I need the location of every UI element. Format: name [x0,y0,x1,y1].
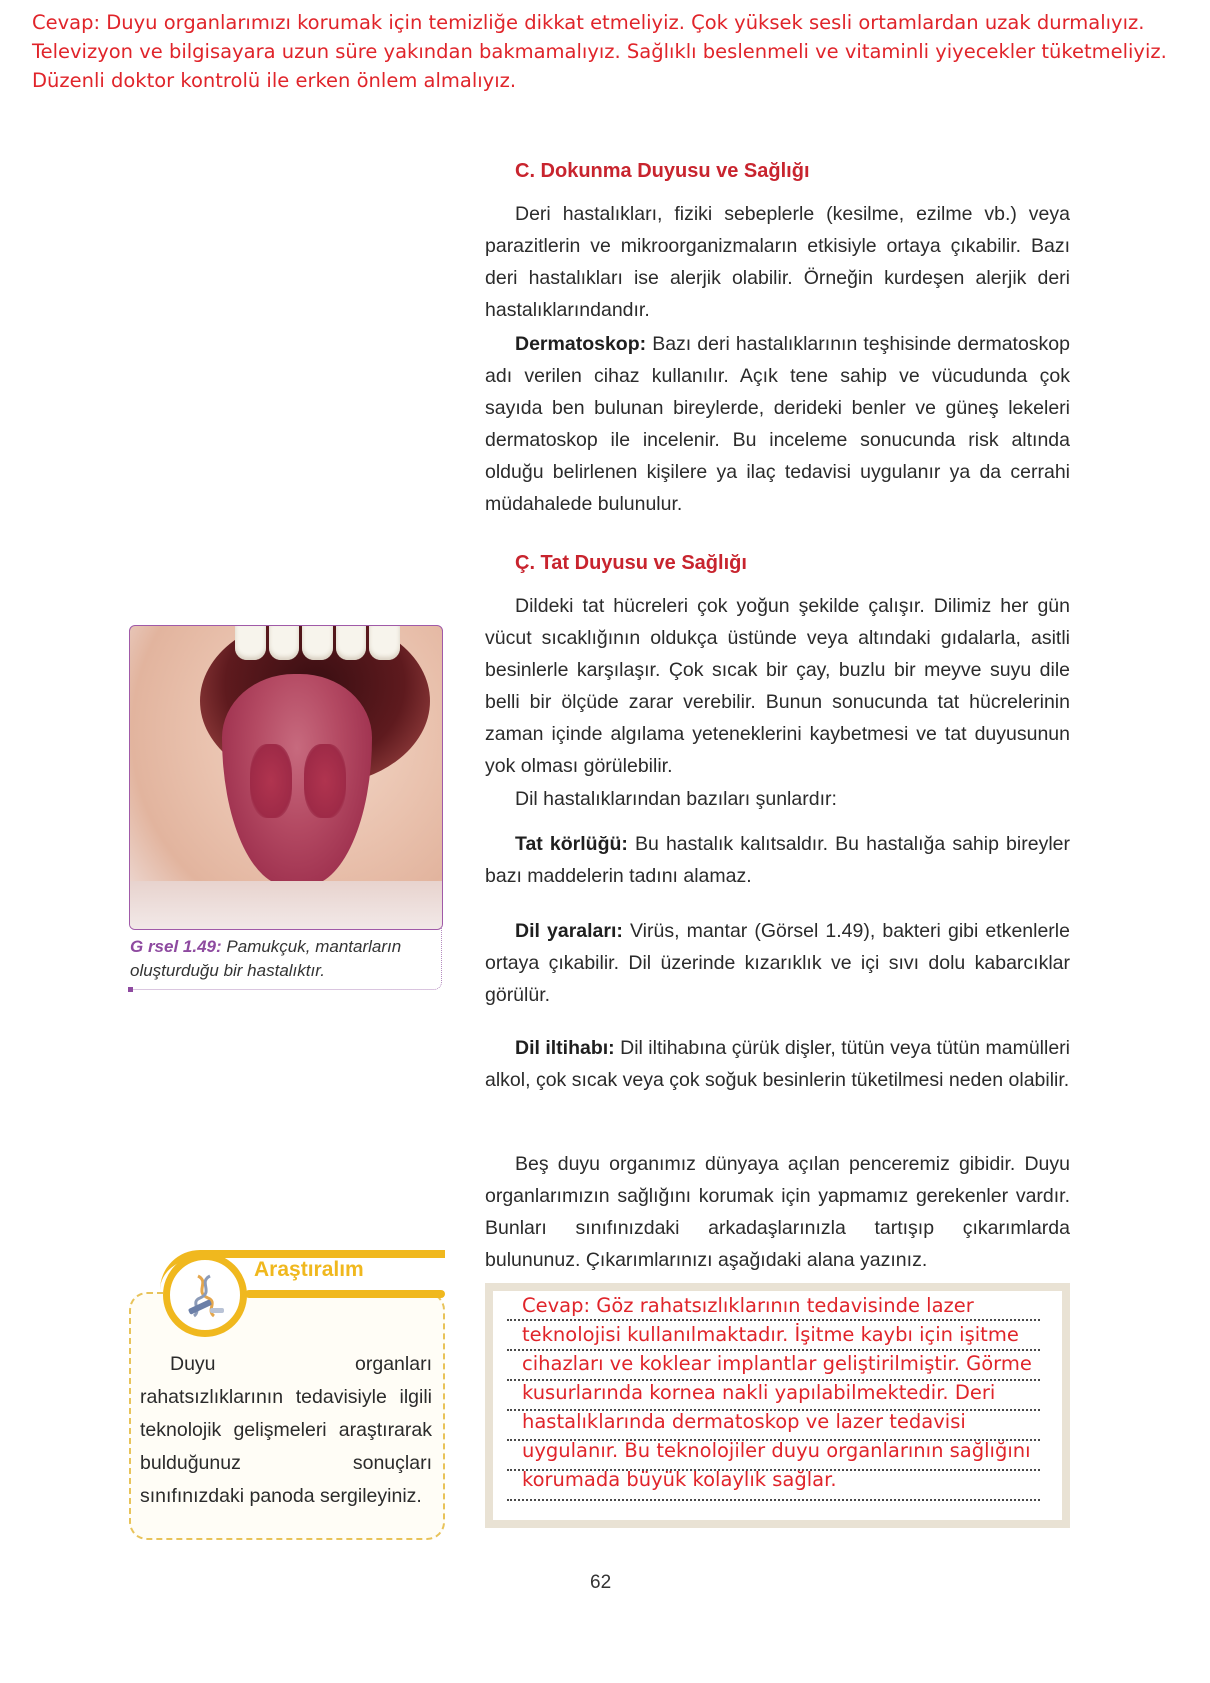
dil-yaralari-text: Virüs, mantar (Görsel 1.49), bakteri gibi etkenlerle ortaya çıkabilir. Dil üzerinde kızarıklık ve içi sıvı dolu kabarcıklar görülür. [485,920,1070,1006]
figure-caption-text: Pamukçuk, mantarların oluşturduğu bir hastalıktır. [130,937,402,980]
tongue-patch-left [250,744,292,818]
tongue-shape [222,674,372,886]
figure-caption [130,935,435,983]
dil-iltihabi-term: Dil iltihabı: [515,1037,615,1059]
caption-marker [128,987,133,992]
section-cc-heading: Ç. Tat Duyusu ve Sağlığı [515,552,747,574]
page-number: 62 [590,1572,612,1593]
teeth-shape [235,626,400,660]
section-cc-paragraph-2 [485,783,1070,815]
top-answer-text: Cevap: Duyu organlarımızı korumak için temizliğe dikkat etmeliyiz. Çok yüksek sesli ortamlardan uzak durmalıyız. Televizyon ve bilgisayara uzun süre yakından bakmamalıyız. Sağlıklı beslenmeli ve vitaminli yiyecekler tüketmeliyiz. Düzenli doktor kontrolü ile erken önlem almalıyız. [32,11,1167,92]
chin-shape [130,881,442,930]
box-answer-text: Cevap: Göz rahatsızlıklarının tedavisinde lazer teknolojisi kullanılmaktadır. İşitme kaybı için işitme cihazları ve koklear implantlar geliştirilmiştir. Görme kusurlarında kornea nakli yapılabilmektedir. Deri hastalıklarında dermatoskop ve lazer tedavisi uygulanır. Bu teknolojiler duyu organlarının sağlığını korumada büyük kolaylık sağlar. [522,1294,1032,1491]
dermatoskop-paragraph [485,328,1070,520]
dermatoskop-term: Dermatoskop: [515,333,647,355]
tat-korlugu-text: Bu hastalık kalıtsaldır. Bu hastalığa sahip bireyler bazı maddelerin tadını alamaz. [485,833,1070,887]
figure-label: G rsel 1.49: [130,937,222,956]
section-c-paragraph-1 [485,198,1070,326]
research-icon [163,1253,247,1337]
dil-iltihabi-paragraph [485,1032,1070,1096]
arastiralim-tab-bar [245,1290,445,1298]
section-cc-p2: Dil hastalıklarından bazıları şunlardır: [515,788,837,810]
section-c-paragraph-2 [485,328,1070,520]
section-c-heading: C. Dokunma Duyusu ve Sağlığı [515,160,810,182]
conclusion-paragraph [485,1148,1070,1276]
dermatoskop-text: Bazı deri hastalıklarının teşhisinde dermatoskop adı verilen cihaz kullanılır. Açık tene sahip ve vücudunda çok sayıda ben bulunan bireylerde, derideki benler ve güneş lekeleri dermatoskop ile incelenir. Bu inceleme sonucunda risk altında olduğu belirlenen kişilere ya ilaç tedavisi uygulanır ya da cerrahi müdahalede bulunulur. [485,333,1070,515]
tongue-photo [129,625,443,930]
section-cc-p6: Beş duyu organımız dünyaya açılan penceremiz gibidir. Duyu organlarımızın sağlığını korumak için yapmamız gerekenler vardır. Bunları sınıfınızdaki arkadaşlarınızla tartışıp çıkarımlarda bulununuz. Çıkarımlarınızı aşağıdaki alana yazınız. [485,1153,1070,1271]
arastiralim-title: Araştıralım [254,1258,364,1281]
section-c-p1: Deri hastalıkları, fiziki sebeplerle (kesilme, ezilme vb.) veya parazitlerin ve mikroorganizmaların etkisiyle ortaya çıkabilir. Bazı deri hastalıkları ise alerjik olabilir. Örneğin kurdeşen alerjik deri hastalıklarındandır. [485,203,1070,321]
dil-iltihabi-text: Dil iltihabına çürük dişler, tütün veya tütün mamülleri alkol, çok sıcak veya çok soğuk besinlerin tüketilmesi neden olabilir. [485,1037,1070,1091]
tat-korlugu-term: Tat körlüğü: [515,833,628,855]
answer-line [507,1499,1040,1501]
section-cc-p1: Dildeki tat hücreleri çok yoğun şekilde çalışır. Dilimiz her gün vücut sıcaklığının oldukça üstünde veya altındaki gıdalarla, asitli besinlerle karşılaşır. Çok sıcak bir çay, buzlu bir meyve suyu dile belli bir ölçüde zarar verebilir. Bunun sonucunda tat hücrelerinin zaman içinde algılama yeteneklerini kaybetmesi ve tat duyusunun yok olması görülebilir. [485,595,1070,777]
dil-yaralari-paragraph [485,915,1070,1011]
tongue-patch-right [304,744,346,818]
dil-yaralari-term: Dil yaraları: [515,920,623,942]
section-cc-paragraph-1 [485,590,1070,782]
tat-korlugu-paragraph [485,828,1070,892]
arastiralim-text: Duyu organları rahatsızlıklarının tedavisiyle ilgili teknolojik gelişmeleri araştırarak bulduğunuz sonuçları sınıfınızdaki panoda sergileyiniz. [140,1353,432,1507]
